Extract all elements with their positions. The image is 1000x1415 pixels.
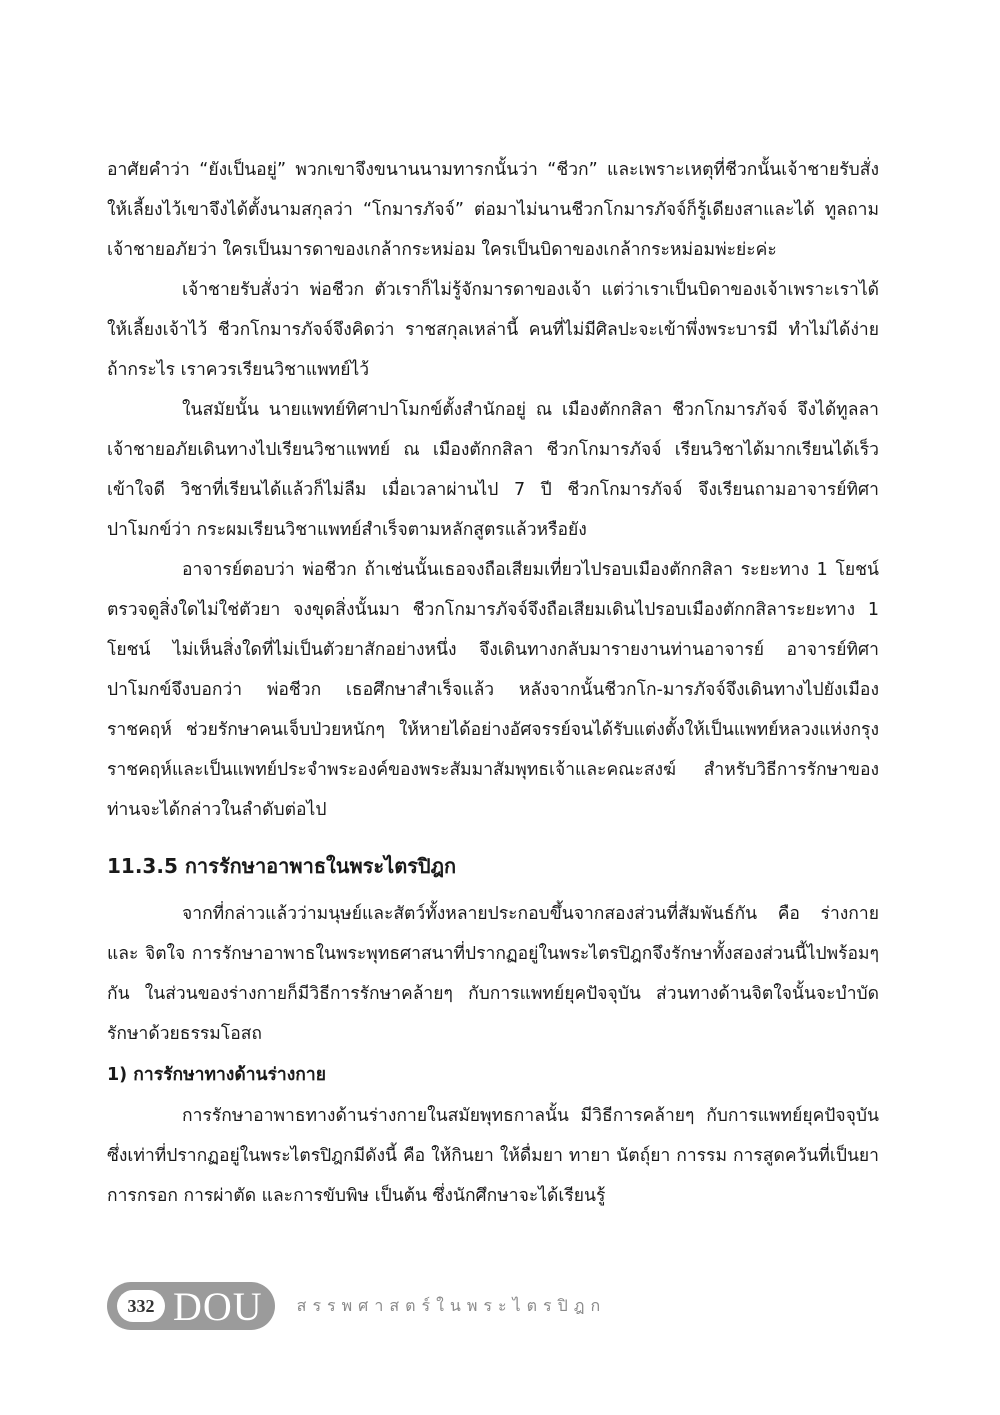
page-number: 332: [117, 1290, 165, 1322]
page-content: [107, 150, 879, 1216]
body-paragraph-6: การรักษาอาพาธทางด้านร่างกายในสมัยพุทธกาลนั้น มีวิธีการคล้ายๆ กับการแพทย์ยุคปัจจุบัน ซึ่งเท่าที่ปรากฏอยู่ในพระไตรปิฎกมีดังนี้ คือ ให้กินยา ให้ดื่มยา ทายา นัตถุ์ยา การรม การสูดควันที่เป็นยา การกรอก การผ่าตัด และการขับพิษ เป็นต้น ซึ่งนักศึกษาจะได้เรียนรู้: [107, 1106, 879, 1206]
course-title: สรรพศาสตร์ในพระไตรปิฎก: [296, 1295, 607, 1315]
brand-logo-text: DOU: [173, 1283, 263, 1329]
body-paragraph-4: อาจารย์ตอบว่า พ่อชีวก ถ้าเช่นนั้นเธอจงถือเสียมเที่ยวไปรอบเมืองตักกสิลา ระยะทาง 1 โยชน์ ตรวจดูสิ่งใดไม่ใช่ตัวยา จงขุดสิ่งนั้นมา ชีวกโกมารภัจจ์จึงถือเสียมเดินไปรอบเมืองตักกสิลาระยะทาง 1 โยชน์ ไม่เห็นสิ่งใดที่ไม่เป็นตัวยาสักอย่างหนึ่ง จึงเดินทางกลับมารายงานท่านอาจารย์ อาจารย์ทิศาปาโมกข์จึงบอกว่า พ่อชีวก เธอศึกษาสำเร็จแล้ว หลังจากนั้นชีวกโก-มารภัจจ์จึงเดินทางไปยังเมืองราชคฤห์ ช่วยรักษาคนเจ็บป่วยหนักๆ ให้หายได้อย่างอัศจรรย์จนได้รับแต่งตั้งให้เป็นแพทย์หลวงแห่งกรุงราชคฤห์และเป็นแพทย์ประจำพระองค์ของพระสัมมาสัมพุทธเจ้าและคณะสงฆ์ สำหรับวิธีการรักษาของท่านจะได้กล่าวในลำดับต่อไป: [107, 560, 879, 820]
body-paragraph-2: เจ้าชายรับสั่งว่า พ่อชีวก ตัวเราก็ไม่รู้จักมารดาของเจ้า แต่ว่าเราเป็นบิดาของเจ้าเพราะเราได้ให้เลี้ยงเจ้าไว้ ชีวกโกมารภัจจ์จึงคิดว่า ราชสกุลเหล่านี้ คนที่ไม่มีศิลปะจะเข้าพึ่งพระบารมี ทำไม่ได้ง่าย ถ้ากระไร เราควรเรียนวิชาแพทย์ไว้: [107, 280, 879, 380]
section-heading: 11.3.5 การรักษาอาพาธในพระไตรปิฎก: [107, 854, 457, 878]
body-paragraph-1: อาศัยคำว่า “ยังเป็นอยู่” พวกเขาจึงขนานนามทารกนั้นว่า “ชีวก” และเพราะเหตุที่ชีวกนั้นเจ้าชายรับสั่งให้เลี้ยงไว้เขาจึงได้ตั้งนามสกุลว่า “โกมารภัจจ์” ต่อมาไม่นานชีวกโกมารภัจจ์ก็รู้เดียงสาและได้ ทูลถามเจ้าชายอภัยว่า ใครเป็นมารดาของเกล้ากระหม่อม ใครเป็นบิดาของเกล้ากระหม่อมพ่ะย่ะค่ะ: [107, 160, 879, 260]
body-paragraph-3: ในสมัยนั้น นายแพทย์ทิศาปาโมกข์ตั้งสำนักอยู่ ณ เมืองตักกสิลา ชีวกโกมารภัจจ์ จึงได้ทูลลาเจ้าชายอภัยเดินทางไปเรียนวิชาแพทย์ ณ เมืองตักกสิลา ชีวกโกมารภัจจ์ เรียนวิชาได้มากเรียนได้เร็ว เข้าใจดี วิชาที่เรียนได้แล้วก็ไม่ลืม เมื่อเวลาผ่านไป 7 ปี ชีวกโกมารภัจจ์ จึงเรียนถามอาจารย์ทิศาปาโมกข์ว่า กระผมเรียนวิชาแพทย์สำเร็จตามหลักสูตรแล้วหรือยัง: [107, 400, 879, 540]
footer-badge: [107, 1282, 275, 1330]
sub-heading: 1) การรักษาทางด้านร่างกาย: [107, 1065, 326, 1085]
page-footer: [107, 1282, 606, 1330]
body-paragraph-5: จากที่กล่าวแล้วว่ามนุษย์และสัตว์ทั้งหลายประกอบขึ้นจากสองส่วนที่สัมพันธ์กัน คือ ร่างกาย และ จิตใจ การรักษาอาพาธในพระพุทธศาสนาที่ปรากฏอยู่ในพระไตรปิฎกจึงรักษาทั้งสองส่วนนี้ไปพร้อมๆ กัน ในส่วนของร่างกายก็มีวิธีการรักษาคล้ายๆ กับการแพทย์ยุคปัจจุบัน ส่วนทางด้านจิตใจนั้นจะบำบัดรักษาด้วยธรรมโอสถ: [107, 904, 879, 1044]
